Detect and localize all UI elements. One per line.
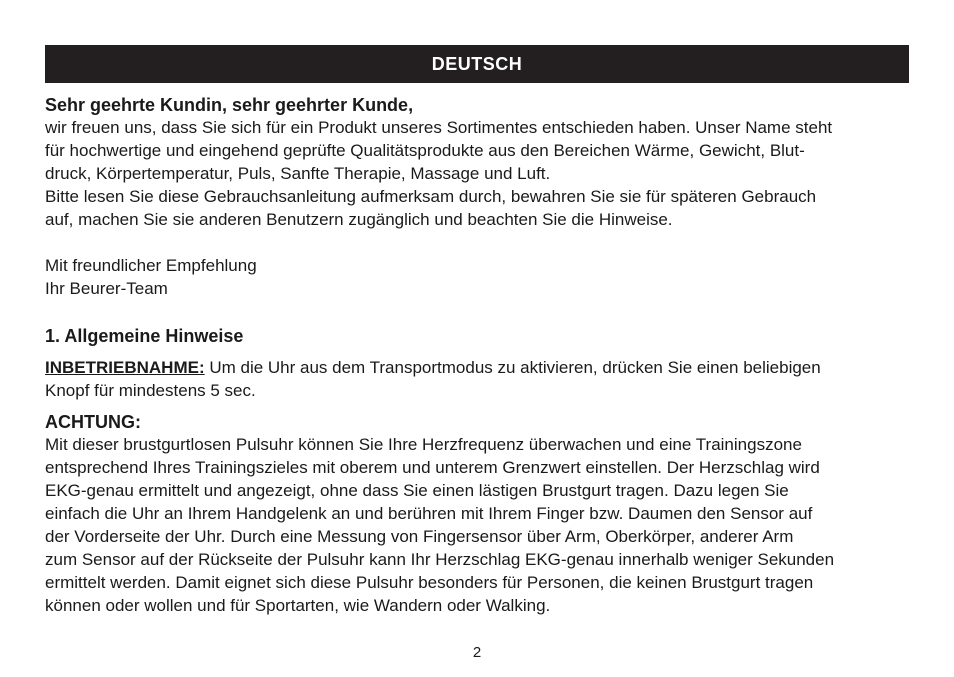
section-title: 1. Allgemeine Hinweise [45,326,244,346]
achtung-line: einfach die Uhr an Ihrem Handgelenk an und berühren mit Ihrem Finger bzw. Daumen den Sensor auf [45,504,813,523]
closing-line: Ihr Beurer-Team [45,279,168,298]
inbetrieb-paragraph [45,356,911,379]
inbetrieb-label: INBETRIEBNAHME: [45,358,205,377]
greeting-line: druck, Körpertemperatur, Puls, Sanfte Therapie, Massage und Luft. [45,164,551,183]
achtung-line: Mit dieser brustgurtlosen Pulsuhr können Sie Ihre Herzfrequenz überwachen und eine Trainingszone [45,435,802,454]
achtung-line: können oder wollen und für Sportarten, wie Wandern oder Walking. [45,596,551,615]
language-header-bar [45,45,909,83]
achtung-line: zum Sensor auf der Rückseite der Pulsuhr kann Ihr Herzschlag EKG-genau innerhalb weniger Sekunden [45,550,835,569]
page-number: 2 [472,644,482,661]
greeting-line: wir freuen uns, dass Sie sich für ein Produkt unseres Sortimentes entschieden haben. Unser Name steht [45,118,833,137]
achtung-line: entsprechend Ihres Trainingszieles mit oberem und unterem Grenzwert einstellen. Der Herzschlag wird [45,458,820,477]
greeting-title: Sehr geehrte Kundin, sehr geehrter Kunde, [45,95,414,115]
inbetrieb-line: Knopf für mindestens 5 sec. [45,381,256,400]
closing-line: Mit freundlicher Empfehlung [45,256,257,275]
language-label: DEUTSCH [431,53,523,74]
achtung-line: der Vorderseite der Uhr. Durch eine Messung von Fingersensor über Arm, Oberkörper, anderer Arm [45,527,794,546]
inbetrieb-text: Um die Uhr aus dem Transportmodus zu aktivieren, drücken Sie einen beliebigen [204,358,821,377]
greeting-line: Bitte lesen Sie diese Gebrauchsanleitung aufmerksam durch, bewahren Sie sie für späteren Gebrauch [45,187,817,206]
achtung-line: EKG-genau ermittelt und angezeigt, ohne dass Sie einen lästigen Brustgurt tragen. Dazu legen Sie [45,481,789,500]
document-body [45,94,911,617]
greeting-line: für hochwertige und eingehend geprüfte Qualitätsprodukte aus den Bereichen Wärme, Gewicht, Blut- [45,141,805,160]
greeting-line: auf, machen Sie sie anderen Benutzern zugänglich und beachten Sie die Hinweise. [45,210,673,229]
achtung-title: ACHTUNG: [45,412,141,432]
achtung-line: ermittelt werden. Damit eignet sich diese Pulsuhr besonders für Personen, die keinen Brustgurt tragen [45,573,814,592]
